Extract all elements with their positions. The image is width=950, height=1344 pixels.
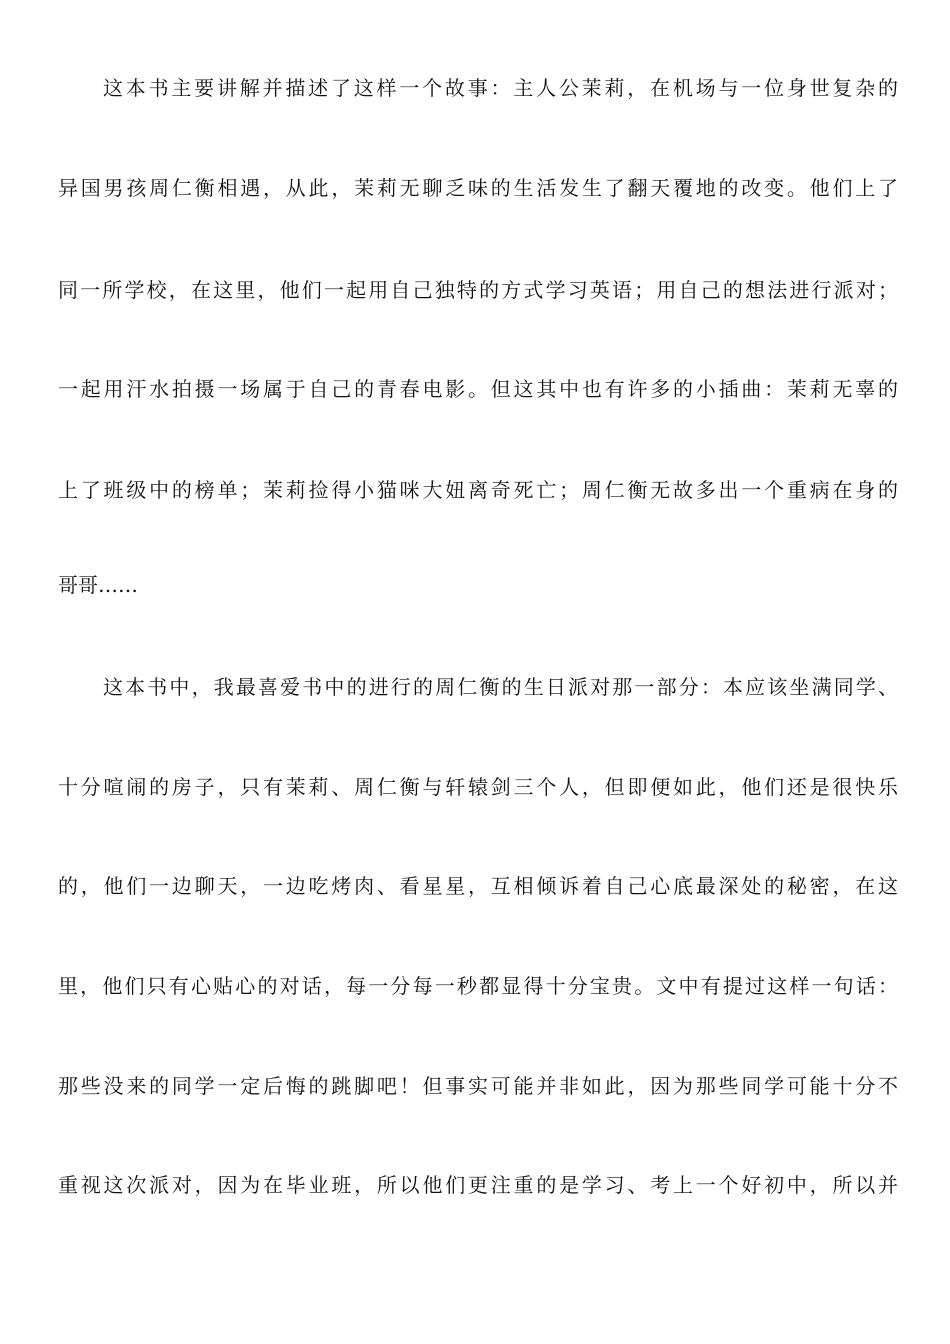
text-line: 十分喧闹的房子，只有茉莉、周仁衡与轩辕剑三个人，但即便如此，他们还是很快乐 [58, 775, 898, 799]
text-line: 哥哥…… [58, 573, 138, 597]
text-line: 这本书中，我最喜爱书中的进行的周仁衡的生日派对那一部分：本应该坐满同学、 [103, 675, 898, 699]
text-line: 异国男孩周仁衡相遇，从此，茉莉无聊乏味的生活发生了翻天覆地的改变。他们上了 [58, 176, 898, 200]
text-line: 一起用汗水拍摄一场属于自己的青春电影。但这其中也有许多的小插曲：茉莉无辜的 [58, 377, 898, 401]
text-line: 上了班级中的榜单；茉莉捡得小猫咪大妞离奇死亡；周仁衡无故多出一个重病在身的 [58, 478, 898, 502]
text-line: 同一所学校，在这里，他们一起用自己独特的方式学习英语；用自己的想法进行派对； [58, 278, 898, 302]
text-line: 那些没来的同学一定后悔的跳脚吧！但事实可能并非如此，因为那些同学可能十分不 [58, 1074, 898, 1098]
text-line: 重视这次派对，因为在毕业班，所以他们更注重的是学习、考上一个好初中，所以并 [58, 1173, 898, 1197]
text-line: 的，他们一边聊天，一边吃烤肉、看星星，互相倾诉着自己心底最深处的秘密，在这 [58, 874, 898, 898]
text-line: 里，他们只有心贴心的对话，每一分每一秒都显得十分宝贵。文中有提过这样一句话： [58, 974, 898, 998]
text-line: 这本书主要讲解并描述了这样一个故事：主人公茉莉，在机场与一位身世复杂的 [103, 76, 898, 100]
